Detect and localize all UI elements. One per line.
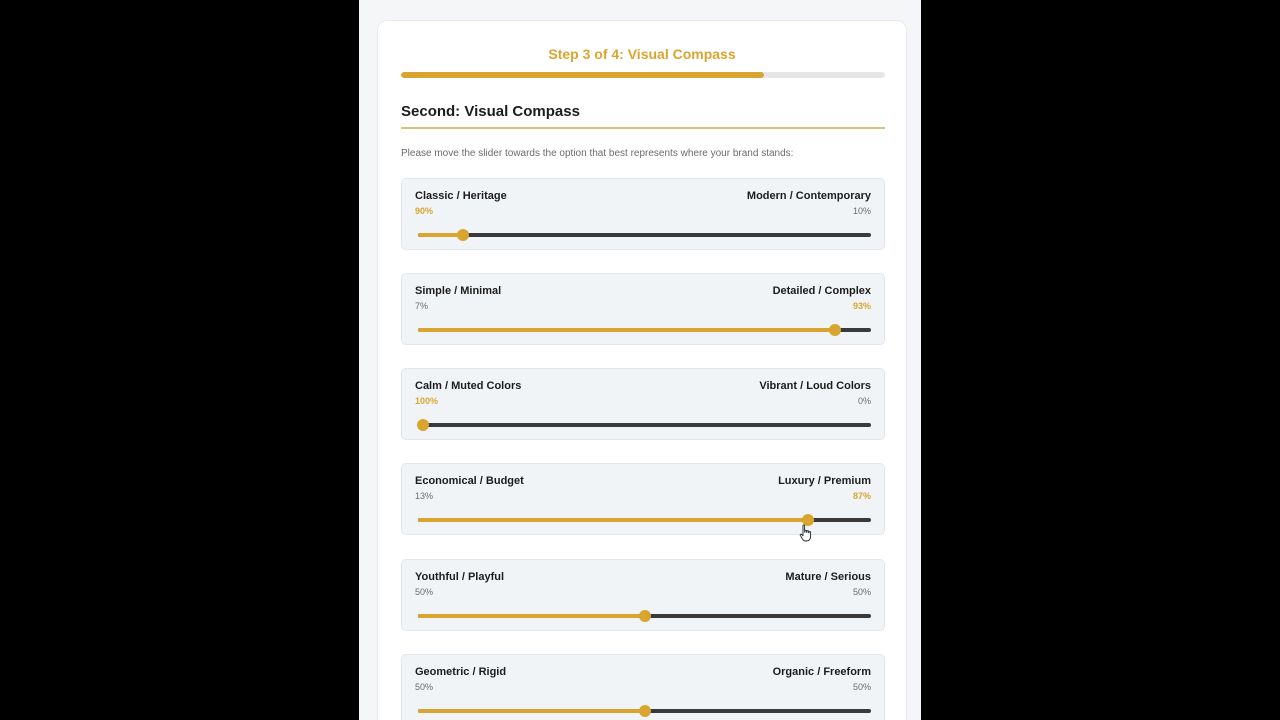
slider-left-percent: 50% bbox=[415, 682, 434, 692]
slider-card bbox=[401, 273, 885, 345]
slider-track[interactable] bbox=[418, 328, 871, 332]
slider-track[interactable] bbox=[418, 233, 871, 237]
slider-card bbox=[401, 559, 885, 631]
slider-right-label: Vibrant / Loud Colors bbox=[759, 380, 871, 392]
slider-thumb[interactable] bbox=[829, 324, 841, 336]
slider-left-label: Calm / Muted Colors bbox=[415, 380, 522, 392]
slider-track[interactable] bbox=[418, 423, 871, 427]
hand-pointer-cursor-icon bbox=[799, 524, 813, 542]
step-title: Step 3 of 4: Visual Compass bbox=[548, 46, 736, 62]
slider-card bbox=[401, 654, 885, 720]
slider-track-fill bbox=[418, 614, 645, 618]
slider-left-percent: 13% bbox=[415, 491, 434, 501]
slider-track[interactable] bbox=[418, 709, 871, 713]
section-divider bbox=[401, 127, 885, 129]
slider-right-percent: 87% bbox=[852, 491, 871, 501]
slider-right-percent: 50% bbox=[852, 682, 871, 692]
slider-thumb[interactable] bbox=[457, 229, 469, 241]
questionnaire-card bbox=[377, 20, 907, 720]
slider-left-label: Youthful / Playful bbox=[415, 571, 505, 583]
slider-right-label: Luxury / Premium bbox=[778, 475, 871, 487]
slider-track-fill bbox=[418, 518, 808, 522]
progress-bar-fill bbox=[401, 72, 764, 78]
slider-right-label: Modern / Contemporary bbox=[746, 190, 871, 202]
slider-track[interactable] bbox=[418, 614, 871, 618]
slider-left-percent: 50% bbox=[415, 587, 434, 597]
slider-track[interactable] bbox=[418, 518, 871, 522]
slider-left-label: Simple / Minimal bbox=[415, 285, 502, 297]
slider-left-percent: 90% bbox=[415, 206, 434, 216]
progress-bar bbox=[401, 72, 885, 78]
slider-left-label: Geometric / Rigid bbox=[415, 666, 507, 678]
slider-thumb[interactable] bbox=[639, 610, 651, 622]
slider-right-label: Mature / Serious bbox=[785, 571, 871, 583]
section-title: Second: Visual Compass bbox=[401, 103, 580, 120]
slider-track-fill bbox=[418, 709, 645, 713]
slider-right-label: Organic / Freeform bbox=[772, 666, 871, 678]
slider-left-label: Economical / Budget bbox=[415, 475, 524, 487]
slider-right-percent: 50% bbox=[852, 587, 871, 597]
instructions-text: Please move the slider towards the option that best represents where your brand stands: bbox=[401, 148, 794, 159]
slider-right-label: Detailed / Complex bbox=[772, 285, 871, 297]
slider-right-percent: 10% bbox=[852, 206, 871, 216]
slider-track-fill bbox=[418, 328, 835, 332]
slider-left-percent: 100% bbox=[415, 396, 439, 406]
slider-card bbox=[401, 368, 885, 440]
slider-thumb[interactable] bbox=[417, 419, 429, 431]
page-viewport bbox=[359, 0, 921, 720]
slider-right-percent: 93% bbox=[852, 301, 871, 311]
slider-right-percent: 0% bbox=[857, 396, 871, 406]
slider-card bbox=[401, 178, 885, 250]
slider-thumb[interactable] bbox=[639, 705, 651, 717]
slider-left-label: Classic / Heritage bbox=[415, 190, 507, 202]
slider-left-percent: 7% bbox=[415, 301, 429, 311]
